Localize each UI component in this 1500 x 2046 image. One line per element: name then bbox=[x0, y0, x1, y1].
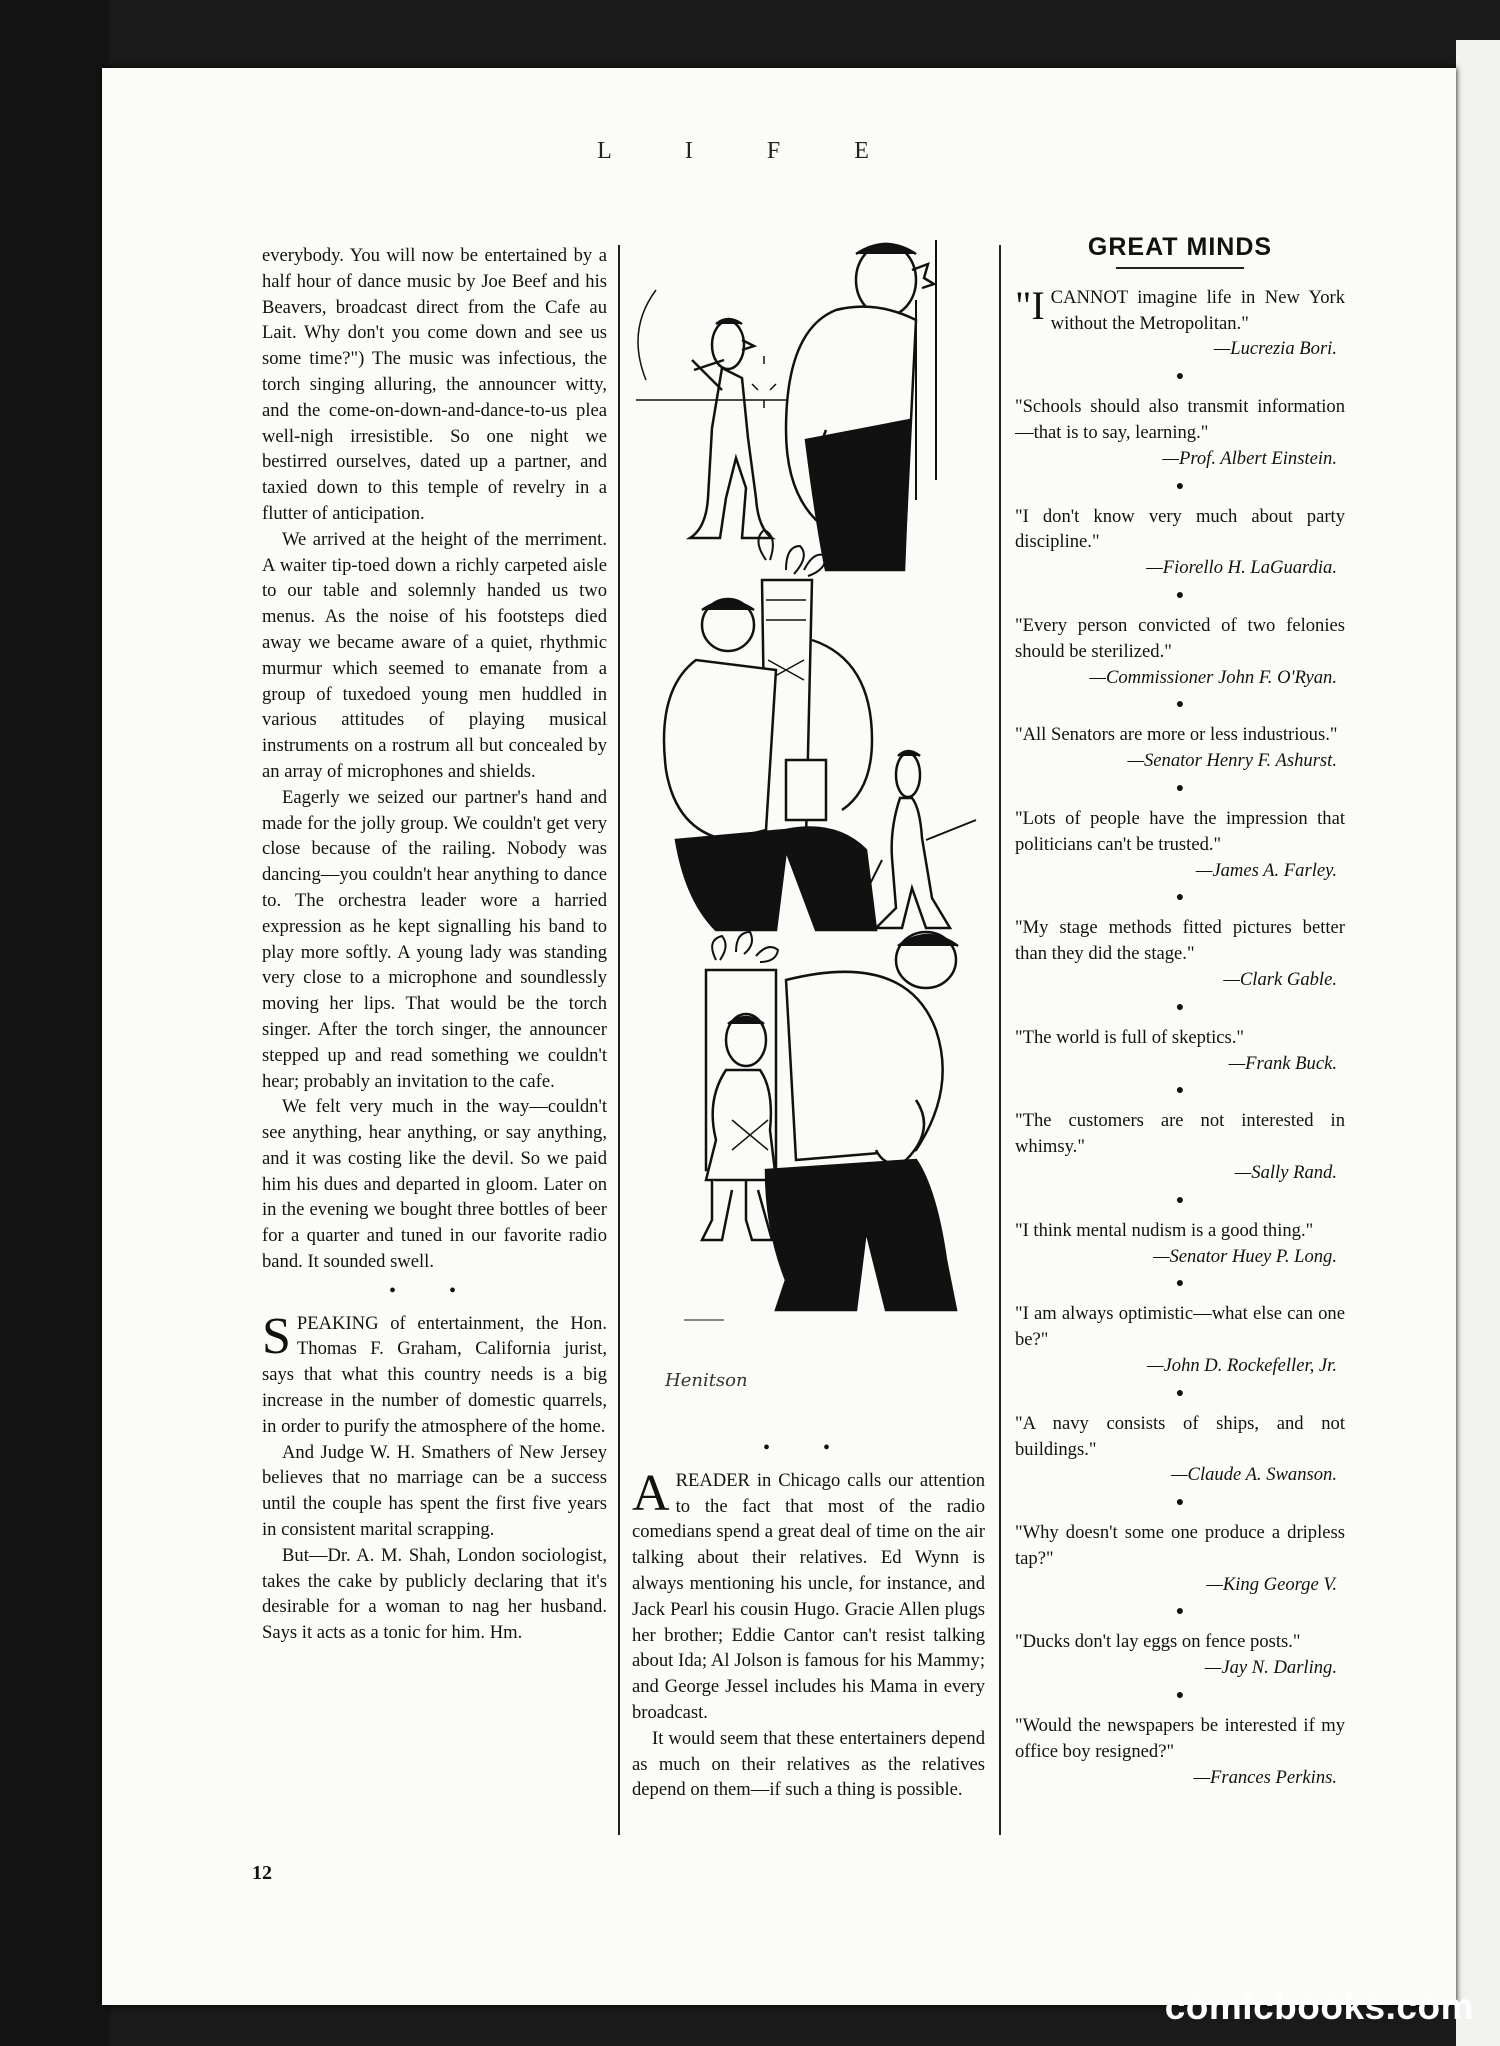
paragraph: Eagerly we seized our partner's hand and made for the jolly group. We couldn't get very close because of the railing. Nobody was dancing—you couldn't hear anything to dance to. The orchestra leader wore a harried expression as he kept signalling his band to play more softly. A young lady was standing very close to a microphone and soundlessly moving her lips. That would be the torch singer. After the torch singer, the announcer stepped up and read something we couldn't hear; probably an invitation to the cafe. bbox=[262, 786, 607, 1092]
caddy-with-bag-figure bbox=[664, 530, 876, 930]
quote-attribution: —James A. Farley. bbox=[1195, 859, 1337, 881]
section-divider: • • bbox=[762, 1437, 854, 1459]
quote-separator: ● bbox=[1175, 1604, 1185, 1620]
quote-text: "Ducks don't lay eggs on fence posts." bbox=[1015, 1631, 1301, 1653]
quote-text bbox=[1015, 282, 1345, 337]
quote-attribution: —Fiorello H. LaGuardia. bbox=[1146, 557, 1337, 579]
section-lead-paragraph bbox=[262, 1307, 607, 1440]
background-left bbox=[0, 0, 110, 2046]
great-minds-column bbox=[1015, 235, 1345, 1790]
quote-separator: ● bbox=[1175, 780, 1185, 796]
quote-attribution: —Sally Rand. bbox=[1234, 1161, 1337, 1183]
paragraph: We arrived at the height of the merriment. A waiter tip-toed down a richly carpeted aisle to our table and solemnly handed us two menus. As the noise of his footsteps died away we became aware of a quiet, rhythmic murmur which seemed to emanate from a group of tuxedoed young men huddled in various attitudes of playing musical instruments on a rostrum all but concealed by an array of microphones and shields. bbox=[262, 528, 607, 782]
great-minds-title: GREAT MINDS bbox=[1087, 233, 1273, 261]
section-divider: • • bbox=[388, 1279, 480, 1302]
watermark: comicbooks.com bbox=[1164, 1986, 1474, 2027]
quote-attribution: —Clark Gable. bbox=[1223, 968, 1337, 990]
lead-text: PEAKING of entertainment, the Hon. Thomas F. Graham, California jurist, says that what this country needs is a big increase in the number of domestic quarrels, in order to purify the atmosphere of the home. bbox=[262, 1312, 607, 1437]
golf-cartoon-illustration bbox=[636, 240, 996, 1410]
quote-attribution: —Senator Henry F. Ashurst. bbox=[1127, 750, 1337, 772]
quote-separator: ● bbox=[1175, 1192, 1185, 1208]
quote-attribution: —Jay N. Darling. bbox=[1204, 1657, 1337, 1679]
quote-attribution: —Frances Perkins. bbox=[1193, 1766, 1337, 1788]
quote-attribution: —Lucrezia Bori. bbox=[1213, 338, 1337, 360]
title-rule bbox=[1116, 267, 1244, 269]
quote-separator: ● bbox=[1175, 1276, 1185, 1292]
quote-text: "All Senators are more or less industrious." bbox=[1015, 724, 1338, 746]
quote-separator: ● bbox=[1175, 1385, 1185, 1401]
drop-cap: A bbox=[632, 1464, 670, 1522]
quote-separator: ● bbox=[1175, 1083, 1185, 1099]
quote-separator: ● bbox=[1175, 1688, 1185, 1704]
article-column-left bbox=[262, 243, 607, 1646]
adjacent-page-edge bbox=[1456, 40, 1500, 2046]
quote-text: "I think mental nudism is a good thing." bbox=[1015, 1219, 1314, 1241]
paragraph: And Judge W. H. Smathers of New Jersey believes that no marriage can be a success until the couple has spent the first five years in consistent marital scrapping. bbox=[262, 1441, 607, 1541]
magazine-header: L I F E bbox=[597, 138, 903, 164]
quote-separator: ● bbox=[1175, 587, 1185, 603]
quote-text: "I don't know very much about party discipline." bbox=[1015, 505, 1345, 553]
column-rule-right bbox=[999, 245, 1001, 1835]
golfer-carrying-golfer-figure bbox=[702, 932, 958, 1310]
quote-separator: ● bbox=[1175, 999, 1185, 1015]
quote-text: "Schools should also transmit information—that is to say, learning." bbox=[1015, 396, 1345, 443]
page-number: 12 bbox=[252, 1862, 272, 1884]
quote-text: "The customers are not interested in whimsy." bbox=[1015, 1110, 1345, 1158]
quote-list bbox=[1015, 368, 1345, 1790]
quote-attribution: —John D. Rockefeller, Jr. bbox=[1146, 1354, 1337, 1376]
quote-attribution: —Frank Buck. bbox=[1228, 1052, 1337, 1074]
artist-signature: Henitson bbox=[665, 1370, 748, 1391]
quote-text: "Would the newspapers be interested if my office boy resigned?" bbox=[1015, 1715, 1345, 1762]
quote-attribution: —King George V. bbox=[1206, 1573, 1337, 1595]
article-column-middle bbox=[632, 1432, 985, 1803]
quote-text: "I am always optimistic—what else can one be?" bbox=[1015, 1303, 1345, 1351]
quote-separator: ● bbox=[1175, 697, 1185, 713]
lead-text: READER in Chicago calls our attention to the fact that most of the radio comedians spend a great deal of time on the air talking about their relatives. Ed Wynn is always mentioning his uncle, for instance, and Jack Pearl his cousin Hugo. Gracie Allen plugs her brother; Eddie Cantor can't resist talking about Ida; Al Jolson is famous for his Mammy; and George Jessel includes his Mama in every broadcast. bbox=[632, 1469, 985, 1723]
quote-text: "My stage methods fitted pictures better than they did the stage." bbox=[1015, 917, 1345, 965]
quote-text: "A navy consists of ships, and not buildings." bbox=[1015, 1412, 1345, 1460]
quote-text: "Every person convicted of two felonies should be sterilized." bbox=[1015, 614, 1345, 662]
quote-attribution: —Senator Huey P. Long. bbox=[1152, 1245, 1337, 1267]
drop-cap: S bbox=[262, 1307, 291, 1365]
quote-text: "Lots of people have the impression that politicians can't be trusted." bbox=[1015, 807, 1345, 855]
section-lead-paragraph bbox=[632, 1464, 985, 1726]
quote-separator: ● bbox=[1175, 478, 1185, 494]
quote-separator: ● bbox=[1175, 890, 1185, 906]
quote-separator: ● bbox=[1175, 1495, 1185, 1511]
quote-text: "The world is full of skeptics." bbox=[1015, 1026, 1244, 1048]
quote-separator: ● bbox=[1175, 369, 1185, 385]
thin-golfer-figure bbox=[636, 290, 786, 538]
paragraph: We felt very much in the way—couldn't see anything, hear anything, or say anything, and it was costing like the devil. So we paid him his dues and departed in gloom. Later on in the evening we bought three bottles of beer for a quarter and tuned in our favorite radio band. It sounded swell. bbox=[262, 1096, 607, 1273]
drop-cap: "I bbox=[1015, 282, 1045, 328]
quote-attribution: —Claude A. Swanson. bbox=[1171, 1464, 1337, 1486]
quote-attribution: —Prof. Albert Einstein. bbox=[1162, 447, 1337, 469]
big-golfer-figure bbox=[786, 240, 936, 570]
paragraph: It would seem that these entertainers depend as much on their relatives as the relatives depend on them—if such a thing is possible. bbox=[632, 1727, 985, 1801]
paragraph: everybody. You will now be entertained by a half hour of dance music by Joe Beef and his Beavers, broadcast direct from the Cafe au Lait. Why don't you come down and see us some time?") The music was infectious, the torch singing alluring, the announcer witty, and the come-on-down-and-dance-to-us plea well-nigh irresistible. So one night we bestirred ourselves, dated up a partner, and taxied down to this temple of revelry in a flutter of anticipation. bbox=[262, 245, 607, 524]
quote-attribution: —Commissioner John F. O'Ryan. bbox=[1089, 666, 1337, 688]
column-rule-left bbox=[618, 245, 620, 1835]
paragraph: But—Dr. A. M. Shah, London sociologist, takes the cake by publicly declaring that it's desirable for a woman to nag her husband. Says it acts as a tonic for him. Hm. bbox=[262, 1544, 607, 1644]
quote-text: "Why doesn't some one produce a dripless tap?" bbox=[1015, 1522, 1345, 1569]
quote-body: CANNOT imagine life in New York without the Metropolitan." bbox=[1050, 286, 1345, 334]
